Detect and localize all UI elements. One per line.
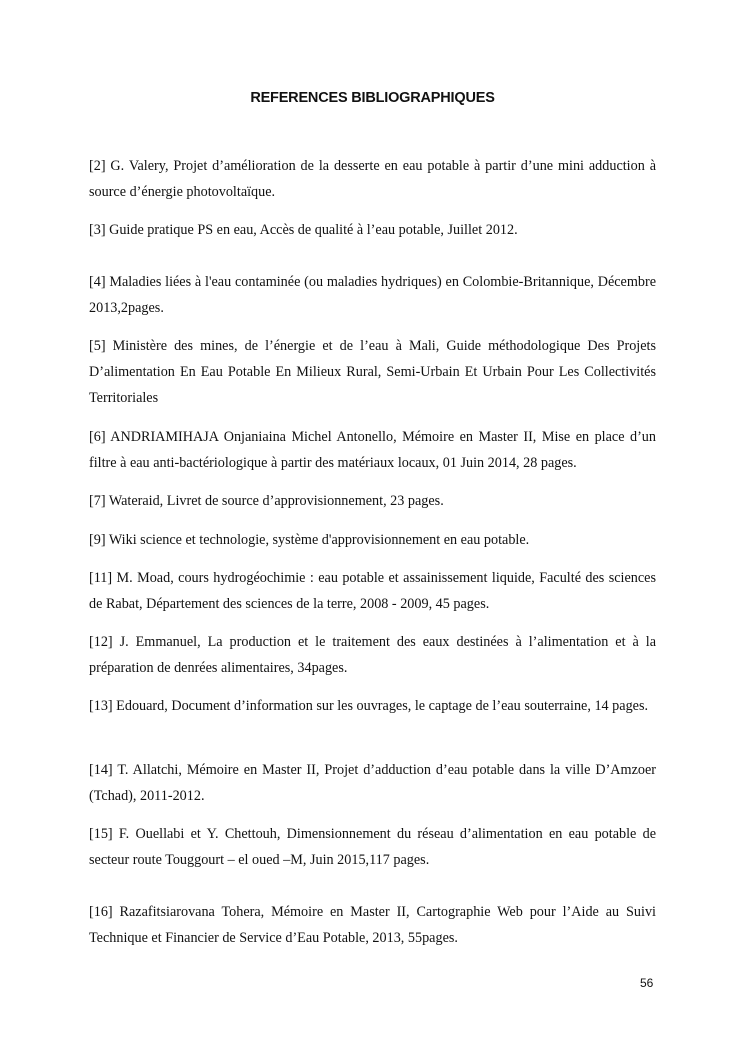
reference-entry-12: [12] J. Emmanuel, La production et le traitement des eaux destinées à l’alimentation et à la préparation de denrées alimentaires, 34pages. [89, 634, 656, 676]
reference-entry-16: [16] Razafitsiarovana Tohera, Mémoire en Master II, Cartographie Web pour l’Aide au Suivi Technique et Financier de Service d’Eau Potable, 2013, 55pages. [89, 904, 656, 946]
reference-entry-5: [5] Ministère des mines, de l’énergie et de l’eau à Mali, Guide méthodologique Des Projets D’alimentation En Eau Potable En Milieux Rural, Semi-Urbain Et Urbain Pour Les Collectivités Territoriales [89, 338, 656, 406]
reference-entry-3: [3] Guide pratique PS en eau, Accès de qualité à l’eau potable, Juillet 2012. [89, 222, 518, 238]
reference-entry-6: [6] ANDRIAMIHAJA Onjaniaina Michel Antonello, Mémoire en Master II, Mise en place d’un filtre à eau anti-bactériologique à partir des matériaux locaux, 01 Juin 2014, 28 pages. [89, 429, 656, 471]
reference-entry-2: [2] G. Valery, Projet d’amélioration de la desserte en eau potable à partir d’une mini adduction à source d’énergie photovoltaïque. [89, 158, 656, 200]
reference-entry-4: [4] Maladies liées à l'eau contaminée (ou maladies hydriques) en Colombie-Britannique, Décembre 2013,2pages. [89, 274, 656, 316]
reference-entry-14: [14] T. Allatchi, Mémoire en Master II, Projet d’adduction d’eau potable dans la ville D’Amzoer (Tchad), 2011-2012. [89, 762, 656, 804]
reference-entry-7: [7] Wateraid, Livret de source d’approvisionnement, 23 pages. [89, 493, 444, 509]
reference-entry-13: [13] Edouard, Document d’information sur les ouvrages, le captage de l’eau souterraine, 14 pages. [89, 698, 649, 714]
reference-entry-9: [9] Wiki science et technologie, système d'approvisionnement en eau potable. [89, 532, 530, 548]
reference-entry-15: [15] F. Ouellabi et Y. Chettouh, Dimensionnement du réseau d’alimentation en eau potable de secteur route Touggourt – el oued –M, Juin 2015,117 pages. [89, 826, 656, 868]
page-number: 56 [640, 976, 654, 990]
page-title: REFERENCES BIBLIOGRAPHIQUES [250, 90, 495, 106]
reference-entry-11: [11] M. Moad, cours hydrogéochimie : eau potable et assainissement liquide, Faculté des sciences de Rabat, Département des sciences de la terre, 2008 - 2009, 45 pages. [89, 570, 656, 612]
